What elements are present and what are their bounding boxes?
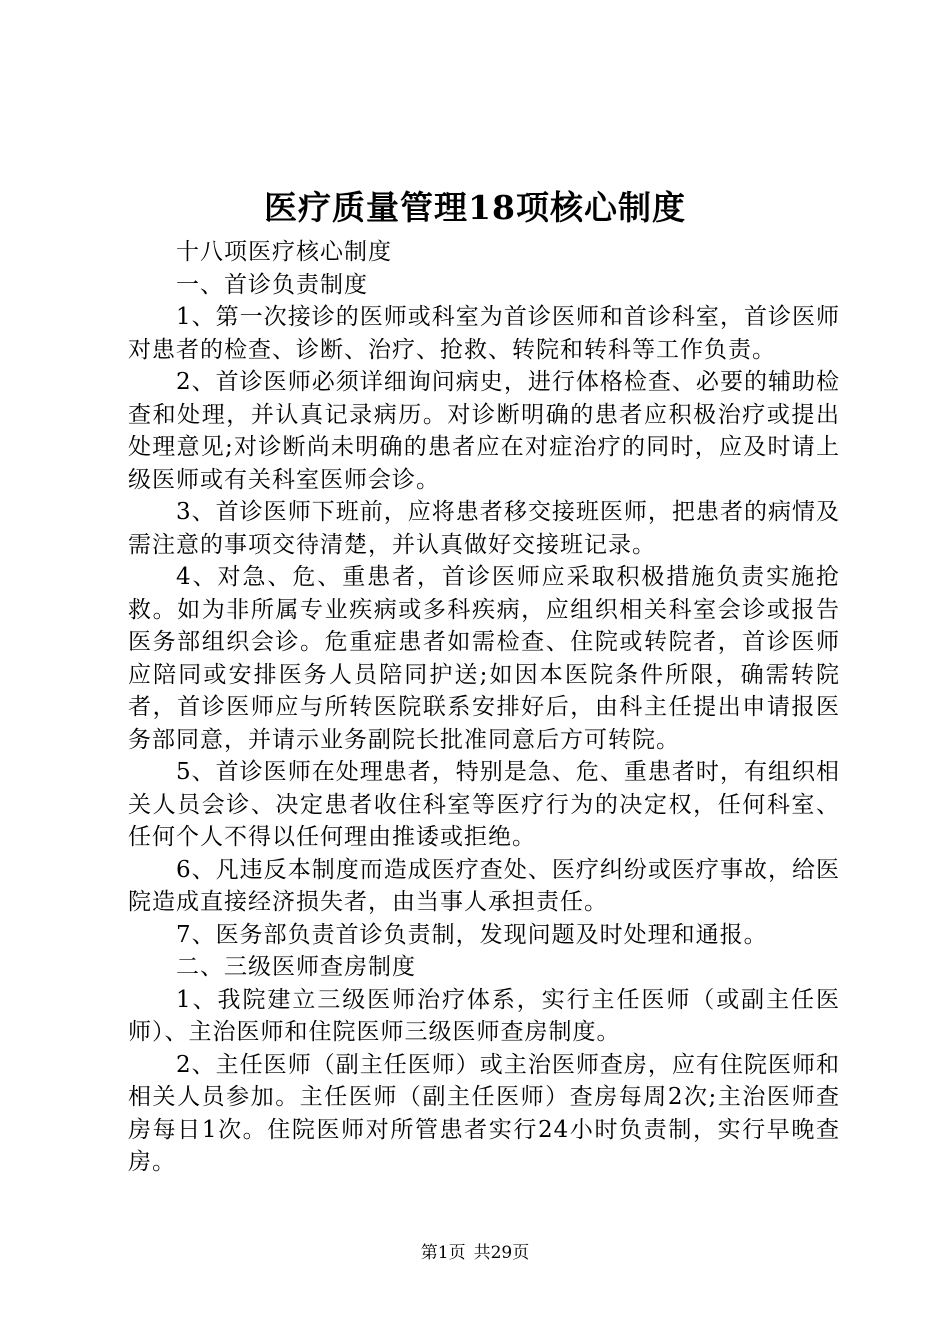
section-heading: 二、三级医师查房制度	[176, 954, 416, 980]
body-paragraph: 1、第一次接诊的医师或科室为首诊医师和首诊科室，首诊医师对患者的检查、诊断、治疗、抢救、转院和转科等工作负责。	[128, 304, 840, 363]
body-paragraph: 2、主任医师（副主任医师）或主治医师查房，应有住院医师和相关人员参加。主任医师（副主任医师）查房每周2次;主治医师查房每日1次。住院医师对所管患者实行24小时负责制，实行早晚查房。	[128, 1051, 840, 1175]
body-paragraph: 6、凡违反本制度而造成医疗查处、医疗纠纷或医疗事故，给医院造成直接经济损失者，由当事人承担责任。	[128, 856, 840, 915]
body-paragraph: 7、医务部负责首诊负责制，发现问题及时处理和通报。	[176, 921, 768, 948]
page-total: 共29页	[473, 1243, 530, 1263]
body-paragraph: 3、首诊医师下班前，应将患者移交接班医师，把患者的病情及需注意的事项交待清楚，并认真做好交接班记录。	[128, 499, 840, 558]
body-paragraph: 2、首诊医师必须详细询问病史，进行体格检查、必要的辅助检查和处理，并认真记录病历。对诊断明确的患者应积极治疗或提出处理意见;对诊断尚未明确的患者应在对症治疗的同时，应及时请上级医师或有关科室医师会诊。	[128, 369, 840, 493]
body-paragraph: 4、对急、危、重患者，首诊医师应采取积极措施负责实施抢救。如为非所属专业疾病或多科疾病，应组织相关科室会诊或报告医务部组织会诊。危重症患者如需检查、住院或转院者，首诊医师应陪同或安排医务人员陪同护送;如因本医院条件所限，确需转院者，首诊医师应与所转医院联系安排好后，由科主任提出申请报医务部同意，并请示业务副院长批准同意后方可转院。	[128, 564, 840, 753]
section-heading: 一、首诊负责制度	[176, 271, 368, 298]
page-footer	[0, 1241, 950, 1265]
body-paragraph: 1、我院建立三级医师治疗体系，实行主任医师（或副主任医师）、主治医师和住院医师三级医师查房制度。	[128, 986, 840, 1045]
page-number: 第1页	[420, 1243, 466, 1263]
document-title: 医疗质量管理18项核心制度	[264, 188, 686, 227]
document-body	[128, 236, 840, 1179]
body-paragraph: 5、首诊医师在处理患者，特别是急、危、重患者时，有组织相关人员会诊、决定患者收住科室等医疗行为的决定权，任何科室、任何个人不得以任何理由推诿或拒绝。	[128, 759, 840, 850]
section-heading: 十八项医疗核心制度	[176, 239, 392, 265]
